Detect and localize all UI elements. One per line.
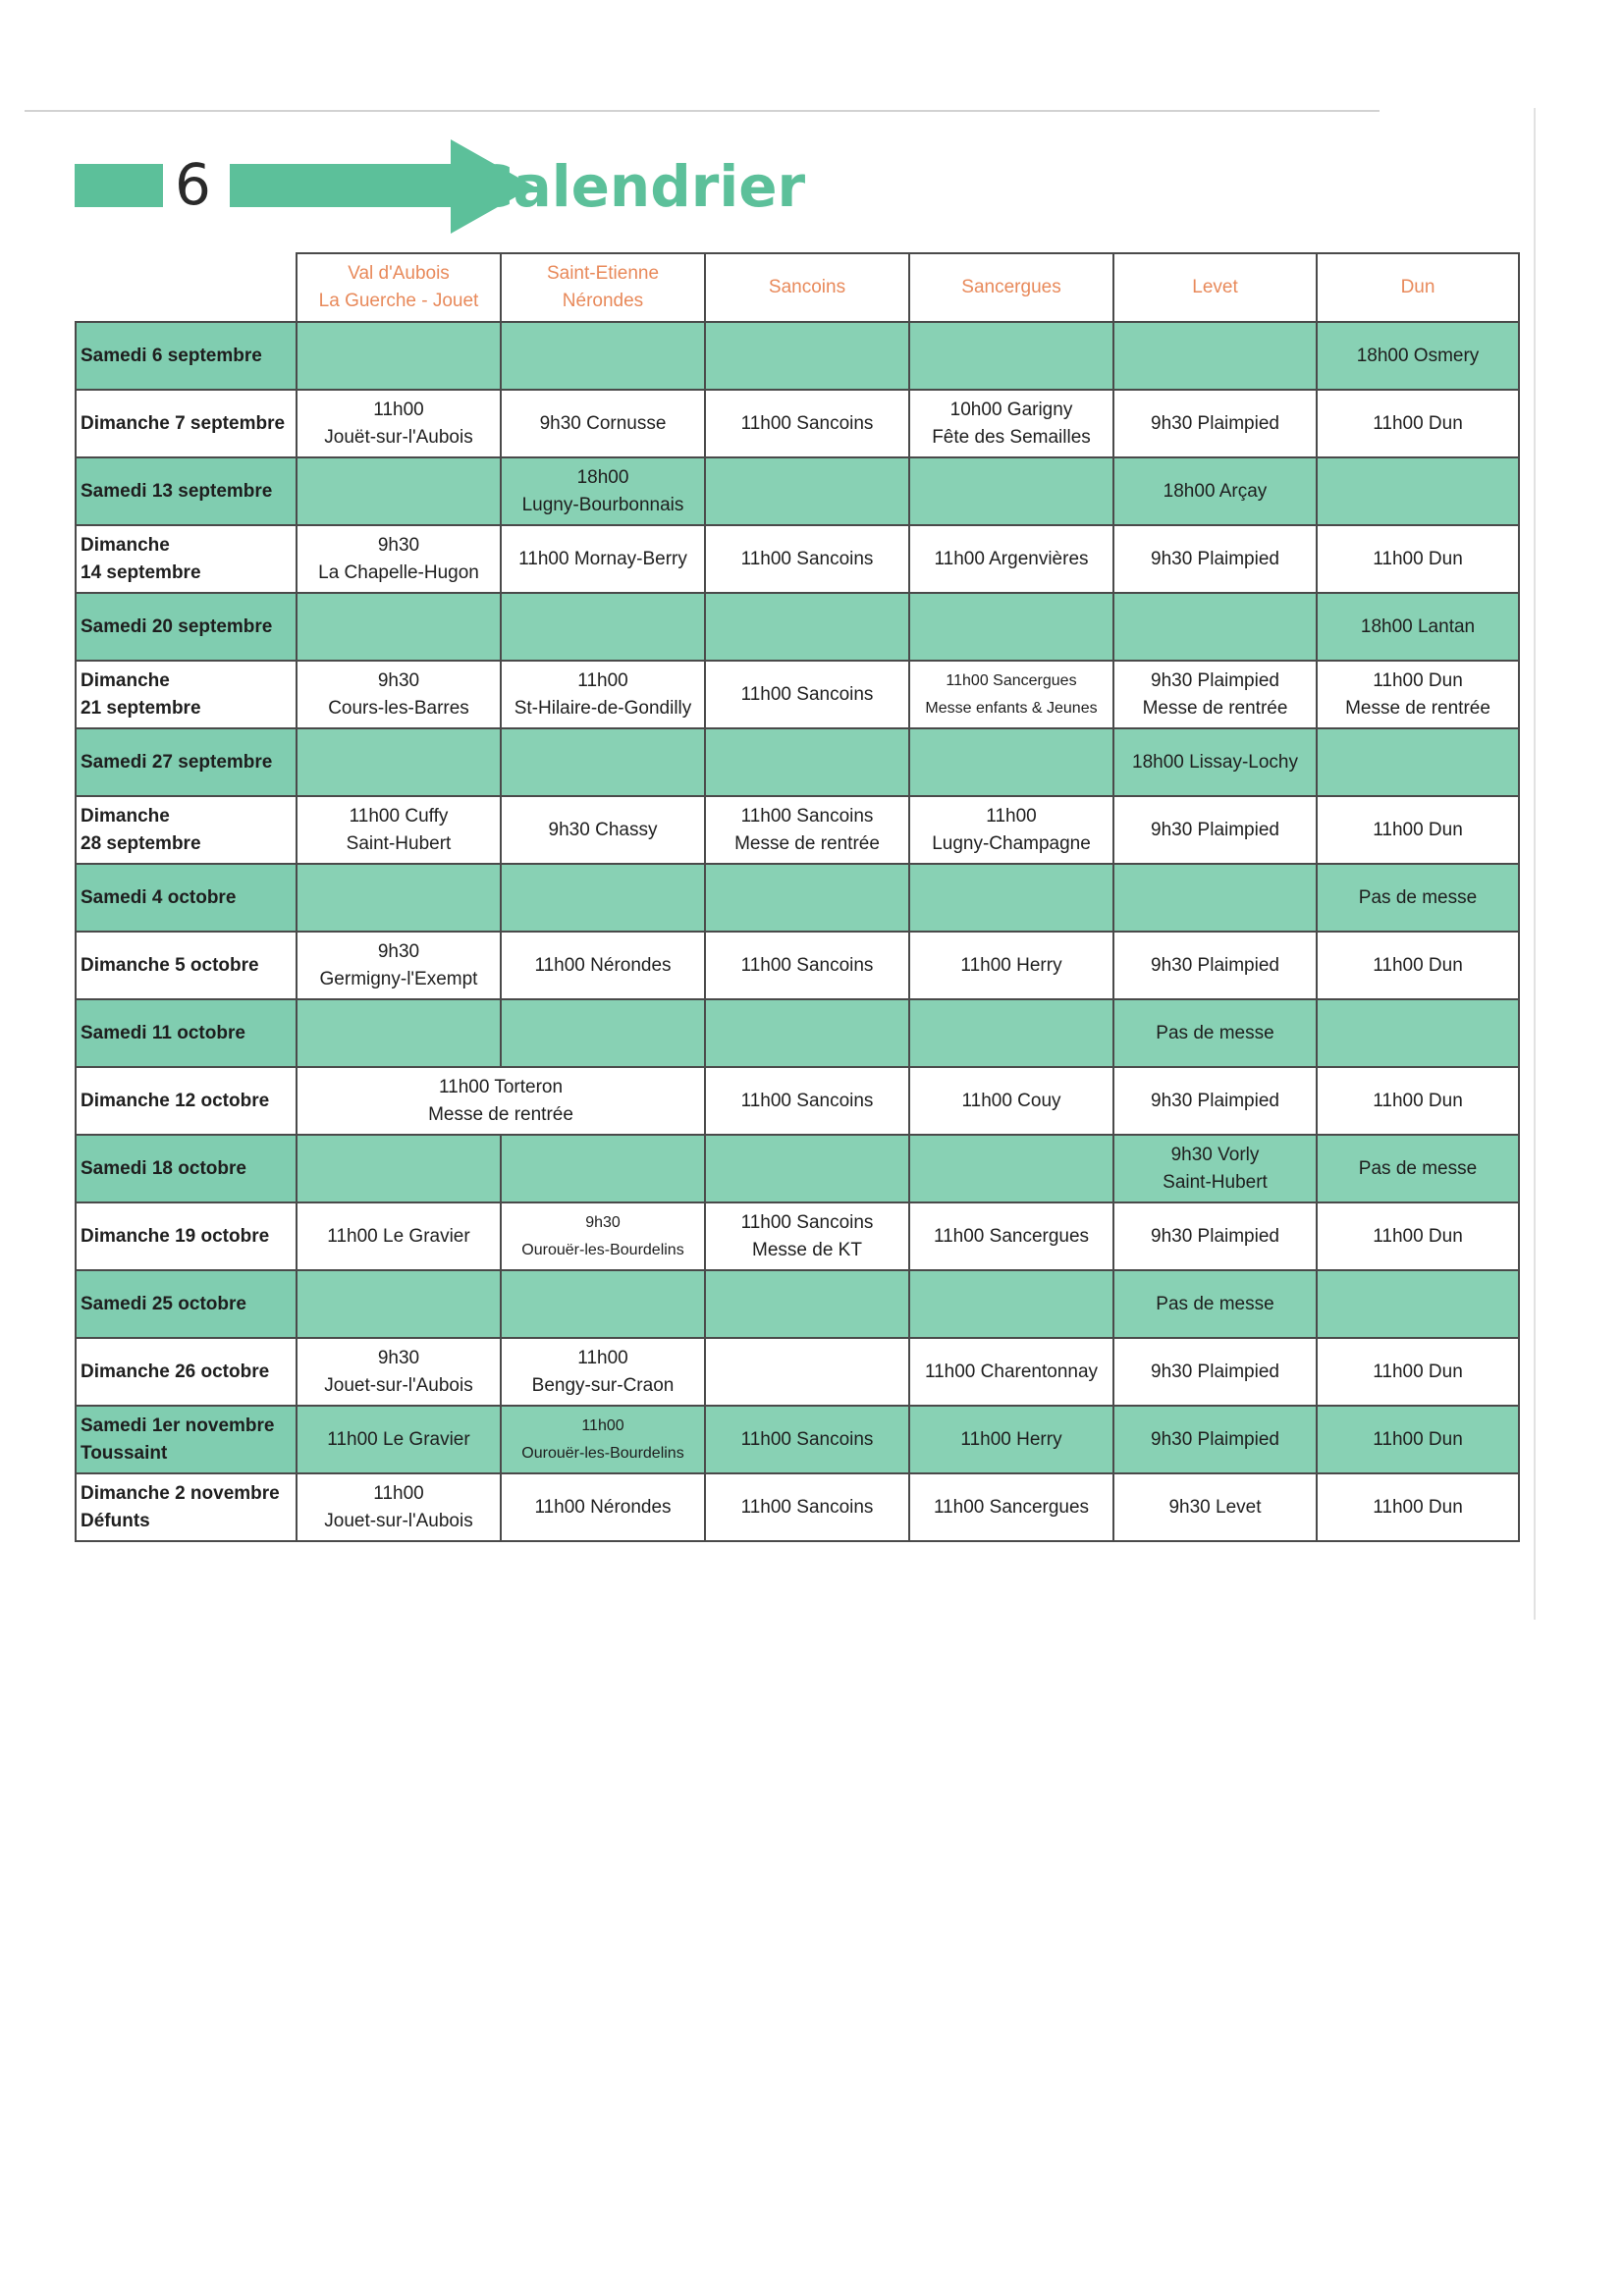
day-cell: Dimanche 5 octobre [76, 932, 297, 999]
table-row [76, 525, 1519, 593]
column-header: Sancergues [909, 253, 1113, 322]
mass-cell [705, 864, 909, 932]
mass-cell: 11h00 Lugny-Champagne [909, 796, 1113, 864]
mass-cell [705, 593, 909, 661]
mass-cell: 11h00 Dun [1317, 1473, 1519, 1541]
mass-cell [909, 1270, 1113, 1338]
mass-cell: 11h00 Sancoins [705, 525, 909, 593]
column-header: Dun [1317, 253, 1519, 322]
right-rule [1534, 108, 1536, 1620]
mass-cell [297, 999, 501, 1067]
mass-cell [909, 999, 1113, 1067]
mass-cell [909, 1135, 1113, 1202]
mass-cell: 11h00 Sancergues [909, 1473, 1113, 1541]
mass-cell: 9h30 Plaimpied [1113, 796, 1317, 864]
column-header: Levet [1113, 253, 1317, 322]
table-row [76, 1270, 1519, 1338]
mass-cell [501, 864, 705, 932]
mass-cell: 11h00 Sancergues [909, 1202, 1113, 1270]
header-row [76, 253, 1519, 322]
mass-cell: Pas de messe [1317, 864, 1519, 932]
table-row [76, 390, 1519, 457]
mass-cell: 9h30 Jouet-sur-l'Aubois [297, 1338, 501, 1406]
mass-cell [501, 728, 705, 796]
mass-cell: 11h00 Dun [1317, 932, 1519, 999]
header-block [75, 164, 163, 207]
mass-cell: 11h00 Jouet-sur-l'Aubois [297, 1473, 501, 1541]
mass-cell [1113, 864, 1317, 932]
mass-cell: Pas de messe [1317, 1135, 1519, 1202]
calendar-table [75, 252, 1520, 1542]
day-cell: Samedi 4 octobre [76, 864, 297, 932]
mass-cell [705, 1270, 909, 1338]
day-cell: Dimanche 28 septembre [76, 796, 297, 864]
mass-cell: 11h00 Nérondes [501, 1473, 705, 1541]
mass-cell: 11h00 Sancoins [705, 1067, 909, 1135]
mass-cell: 11h00 Mornay-Berry [501, 525, 705, 593]
table-row [76, 661, 1519, 728]
mass-cell [297, 593, 501, 661]
mass-cell: 9h30 Cornusse [501, 390, 705, 457]
mass-cell [705, 322, 909, 390]
mass-cell [705, 1338, 909, 1406]
mass-cell: 9h30 Ourouër-les-Bourdelins [501, 1202, 705, 1270]
mass-cell: 9h30 Levet [1113, 1473, 1317, 1541]
mass-cell: 11h00 Ourouër-les-Bourdelins [501, 1406, 705, 1473]
mass-cell: 9h30 Plaimpied Messe de rentrée [1113, 661, 1317, 728]
mass-cell [909, 322, 1113, 390]
day-cell: Dimanche 2 novembre Défunts [76, 1473, 297, 1541]
mass-cell: 18h00 Lantan [1317, 593, 1519, 661]
mass-cell: 11h00 Herry [909, 1406, 1113, 1473]
mass-cell: 11h00 Nérondes [501, 932, 705, 999]
mass-cell: 11h00 Dun [1317, 1406, 1519, 1473]
mass-cell: 11h00 Cuffy Saint-Hubert [297, 796, 501, 864]
day-cell: Dimanche 26 octobre [76, 1338, 297, 1406]
mass-cell: 11h00 Sancoins [705, 1406, 909, 1473]
mass-cell [909, 864, 1113, 932]
table-row [76, 1473, 1519, 1541]
mass-cell: 11h00 Argenvières [909, 525, 1113, 593]
corner-cell [76, 253, 297, 322]
table-row [76, 728, 1519, 796]
mass-cell: 9h30 Vorly Saint-Hubert [1113, 1135, 1317, 1202]
mass-cell: 11h00 Sancoins [705, 1473, 909, 1541]
mass-cell [501, 593, 705, 661]
table-row [76, 457, 1519, 525]
day-cell: Samedi 13 septembre [76, 457, 297, 525]
mass-cell: 9h30 Chassy [501, 796, 705, 864]
mass-cell [501, 322, 705, 390]
mass-cell: 11h00 Sancoins Messe de KT [705, 1202, 909, 1270]
mass-cell [501, 999, 705, 1067]
column-header: Saint-Etienne Nérondes [501, 253, 705, 322]
mass-cell [909, 593, 1113, 661]
mass-cell [1113, 322, 1317, 390]
column-header: Val d'Aubois La Guerche - Jouet [297, 253, 501, 322]
mass-cell [705, 457, 909, 525]
mass-cell [705, 728, 909, 796]
mass-cell: 11h00 Dun [1317, 1202, 1519, 1270]
mass-cell [297, 1270, 501, 1338]
mass-cell: 11h00 Dun [1317, 1067, 1519, 1135]
mass-cell [705, 999, 909, 1067]
mass-cell: 11h00 Dun [1317, 796, 1519, 864]
mass-cell: 9h30 Plaimpied [1113, 932, 1317, 999]
page-number: 6 [175, 151, 211, 218]
mass-cell: 9h30 Plaimpied [1113, 1338, 1317, 1406]
mass-cell: Pas de messe [1113, 999, 1317, 1067]
mass-cell: 11h00 Jouët-sur-l'Aubois [297, 390, 501, 457]
mass-cell [1317, 999, 1519, 1067]
day-cell: Dimanche 7 septembre [76, 390, 297, 457]
table-row [76, 796, 1519, 864]
mass-cell: 9h30 Plaimpied [1113, 1406, 1317, 1473]
mass-cell: 11h00 Dun Messe de rentrée [1317, 661, 1519, 728]
mass-cell: 11h00 Sancoins [705, 390, 909, 457]
mass-cell [297, 864, 501, 932]
mass-cell: 11h00 Charentonnay [909, 1338, 1113, 1406]
day-cell: Samedi 11 octobre [76, 999, 297, 1067]
mass-cell: 11h00 St-Hilaire-de-Gondilly [501, 661, 705, 728]
day-cell: Samedi 27 septembre [76, 728, 297, 796]
mass-cell: 11h00 Dun [1317, 390, 1519, 457]
table-row [76, 1135, 1519, 1202]
day-cell: Samedi 1er novembre Toussaint [76, 1406, 297, 1473]
day-cell: Samedi 6 septembre [76, 322, 297, 390]
table-row [76, 1202, 1519, 1270]
mass-cell: 18h00 Lugny-Bourbonnais [501, 457, 705, 525]
day-cell: Samedi 25 octobre [76, 1270, 297, 1338]
day-cell: Dimanche 12 octobre [76, 1067, 297, 1135]
mass-cell [1317, 1270, 1519, 1338]
day-cell: Samedi 20 septembre [76, 593, 297, 661]
page-header [75, 139, 860, 234]
mass-cell [1317, 457, 1519, 525]
table-row [76, 322, 1519, 390]
column-header: Sancoins [705, 253, 909, 322]
mass-cell [705, 1135, 909, 1202]
mass-cell [1113, 593, 1317, 661]
day-cell: Dimanche 14 septembre [76, 525, 297, 593]
mass-cell [297, 457, 501, 525]
mass-cell [501, 1135, 705, 1202]
top-rule [25, 110, 1380, 112]
mass-cell: 9h30 Plaimpied [1113, 390, 1317, 457]
mass-cell: 11h00 Couy [909, 1067, 1113, 1135]
mass-cell [297, 322, 501, 390]
mass-cell: 18h00 Osmery [1317, 322, 1519, 390]
mass-cell: 11h00 Sancoins Messe de rentrée [705, 796, 909, 864]
table-row [76, 1338, 1519, 1406]
mass-cell: 9h30 Plaimpied [1113, 1202, 1317, 1270]
mass-cell [297, 1135, 501, 1202]
mass-cell: 9h30 La Chapelle-Hugon [297, 525, 501, 593]
mass-cell: 11h00 Bengy-sur-Craon [501, 1338, 705, 1406]
table-row [76, 1406, 1519, 1473]
mass-cell: 10h00 Garigny Fête des Semailles [909, 390, 1113, 457]
mass-cell: 18h00 Lissay-Lochy [1113, 728, 1317, 796]
mass-cell: 9h30 Plaimpied [1113, 525, 1317, 593]
mass-cell: 11h00 Le Gravier [297, 1406, 501, 1473]
table-row [76, 864, 1519, 932]
mass-cell [501, 1270, 705, 1338]
mass-cell: 11h00 Sancoins [705, 661, 909, 728]
mass-cell: Pas de messe [1113, 1270, 1317, 1338]
mass-cell: 9h30 Cours-les-Barres [297, 661, 501, 728]
mass-cell [909, 457, 1113, 525]
mass-cell [297, 728, 501, 796]
mass-cell: 11h00 Torteron Messe de rentrée [297, 1067, 705, 1135]
table-row [76, 932, 1519, 999]
page-title: Calendrier [471, 153, 806, 220]
day-cell: Samedi 18 octobre [76, 1135, 297, 1202]
mass-cell: 9h30 Germigny-l'Exempt [297, 932, 501, 999]
mass-cell: 11h00 Dun [1317, 1338, 1519, 1406]
table-row [76, 1067, 1519, 1135]
table-row [76, 999, 1519, 1067]
mass-cell: 11h00 Dun [1317, 525, 1519, 593]
mass-cell: 11h00 Herry [909, 932, 1113, 999]
mass-cell [909, 728, 1113, 796]
day-cell: Dimanche 21 septembre [76, 661, 297, 728]
mass-cell: 11h00 Sancergues Messe enfants & Jeunes [909, 661, 1113, 728]
mass-cell: 11h00 Sancoins [705, 932, 909, 999]
mass-cell: 18h00 Arçay [1113, 457, 1317, 525]
mass-cell [1317, 728, 1519, 796]
table-row [76, 593, 1519, 661]
mass-cell: 9h30 Plaimpied [1113, 1067, 1317, 1135]
day-cell: Dimanche 19 octobre [76, 1202, 297, 1270]
mass-cell: 11h00 Le Gravier [297, 1202, 501, 1270]
